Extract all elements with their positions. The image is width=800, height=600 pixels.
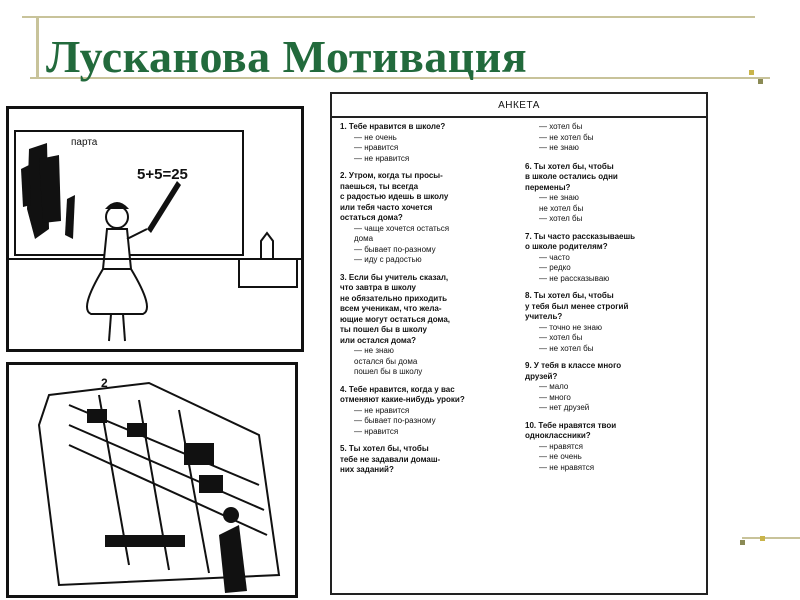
answer-option: — не хотел бы	[539, 343, 594, 353]
question-text: 6. Ты хотел бы, чтобы в школе остались одни перемены?	[525, 161, 618, 192]
answer-option: остался бы дома	[354, 356, 418, 366]
question-5-options	[525, 122, 705, 154]
answer-option: — много	[539, 392, 571, 402]
answer-option: дома	[354, 234, 374, 243]
child-drawing-school	[6, 362, 298, 598]
question-block	[340, 171, 532, 266]
answer-option: — не очень	[539, 452, 582, 461]
answer-options	[525, 193, 705, 225]
answer-option: — хотел бы	[539, 122, 583, 131]
questionnaire-right-column	[525, 122, 705, 480]
drawing-label: 2	[101, 376, 108, 390]
answer-options	[525, 382, 705, 414]
question-block	[340, 273, 532, 378]
teacher-drawing-illustration	[9, 109, 301, 349]
school-drawing-illustration	[9, 365, 295, 595]
question-block	[525, 421, 705, 474]
answer-option: — нравится	[354, 426, 399, 436]
answer-option: — чаще хочется остаться	[354, 223, 450, 233]
answer-option: — редко	[539, 263, 571, 272]
child-drawing-teacher	[6, 106, 304, 352]
question-block	[525, 291, 705, 354]
question-text: 3. Если бы учитель сказал, что завтра в школу не обязательно приходить всем ученикам, что жела- ющие могут остаться дома, ты пошел бы в школу или остался дома?	[340, 272, 451, 345]
answer-options	[340, 406, 532, 438]
board-equation: 5+5=25	[137, 166, 188, 183]
answer-option: — нравится	[354, 143, 399, 152]
board-header: парта	[71, 137, 98, 148]
question-text: 4. Тебе нравится, когда у вас отменяют какие-нибудь уроки?	[340, 384, 465, 404]
answer-option: — точно не знаю	[539, 322, 602, 332]
answer-option: не хотел бы	[539, 203, 584, 213]
corner-rule	[36, 16, 39, 78]
answer-options	[340, 133, 532, 165]
question-text: 8. Ты хотел бы, чтобы у тебя был менее строгий учитель?	[525, 291, 629, 321]
questionnaire-left-column	[340, 122, 532, 483]
bottom-right-rule	[742, 537, 800, 539]
question-block	[340, 385, 532, 438]
answer-option: — нравятся	[539, 441, 583, 451]
questionnaire-sheet	[330, 92, 708, 595]
question-text: 10. Тебе нравятся твои одноклассники?	[525, 420, 617, 440]
decor-square	[760, 536, 765, 541]
question-block	[525, 361, 705, 414]
answer-option: — не знаю	[354, 346, 394, 355]
answer-option: — мало	[539, 382, 569, 391]
question-text: 7. Ты часто рассказываешь о школе родителям?	[525, 231, 636, 251]
questionnaire-right-questions	[525, 162, 705, 474]
answer-option: — хотел бы	[539, 333, 583, 342]
answer-options	[340, 346, 532, 378]
question-text: 5. Ты хотел бы, чтобы тебе не задавали домаш- них заданий?	[340, 444, 441, 474]
answer-option: — нет друзей	[539, 403, 590, 412]
answer-options	[340, 224, 532, 266]
question-block	[525, 232, 705, 285]
answer-option: — не нравится	[354, 405, 410, 415]
question-block	[340, 444, 532, 476]
decor-square	[758, 79, 763, 84]
answer-option: — бывает по-разному	[354, 244, 436, 254]
answer-option: пошел бы в школу	[354, 367, 423, 376]
answer-option: — хотел бы	[539, 214, 583, 223]
question-block	[525, 162, 705, 225]
answer-option: — не хотел бы	[539, 132, 594, 142]
question-block	[340, 122, 532, 164]
decor-square	[749, 70, 754, 75]
answer-option: — не нравится	[354, 153, 410, 163]
answer-option: — не рассказываю	[539, 273, 610, 283]
answer-option: — не знаю	[539, 143, 579, 152]
answer-options	[525, 442, 705, 474]
question-text: 9. У тебя в классе много друзей?	[525, 361, 622, 381]
answer-options	[525, 253, 705, 285]
answer-option: — не нравятся	[539, 462, 595, 472]
answer-option: — иду с радостью	[354, 255, 422, 264]
top-rule	[22, 16, 755, 18]
decor-square	[740, 540, 745, 545]
answer-option: — бывает по-разному	[354, 416, 436, 425]
answer-option: — не знаю	[539, 193, 579, 202]
answer-option: — часто	[539, 252, 570, 262]
slide-title: Лусканова Мотивация	[46, 31, 528, 82]
questionnaire-heading: АНКЕТА	[332, 94, 706, 118]
answer-option: — не очень	[354, 132, 397, 142]
question-text: 2. Утром, когда ты просы- паешься, ты всегда с радостью идешь в школу или тебя часто хочется остаться дома?	[340, 171, 449, 222]
answer-options	[525, 323, 705, 355]
question-text: 1. Тебе нравится в школе?	[340, 122, 446, 131]
